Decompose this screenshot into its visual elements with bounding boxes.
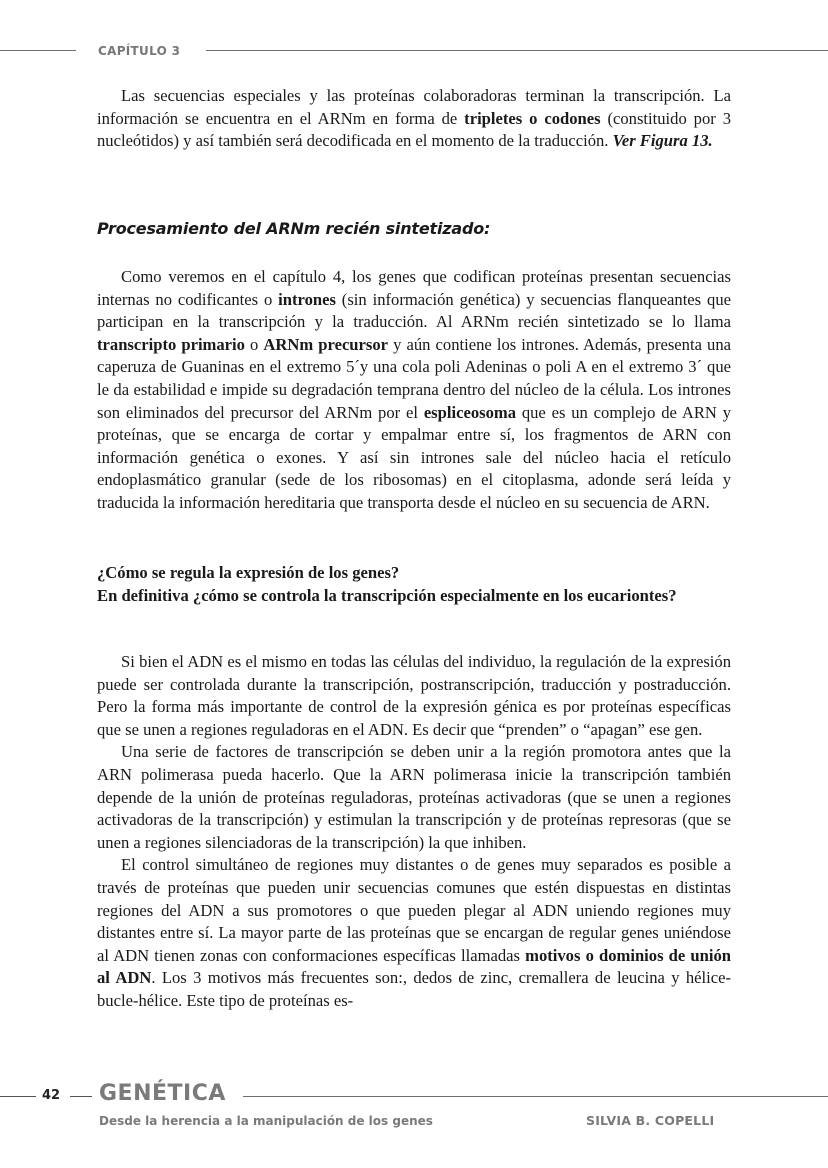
figure-reference[interactable]: Ver Figura 13. [612, 131, 713, 151]
text-run: que es un complejo de ARN y proteínas, que se encarga de cortar y empalmar entre sí, los fragmentos de ARN con información genética o exones. Y así sin intrones sale del núcleo hacia el retículo endoplasmático granular (sede de los ribosomas) en el citoplasma, adonde será leída y traducida la información hereditaria que transporta desde el núcleo en su secuencia de ARN. [97, 402, 731, 512]
text-run: El control simultáneo de regiones muy distantes o de genes muy separados es posible a través de proteínas que pueden unir secuencias comunes que estén dispuestas en distintas regiones del ADN a sus promotores o que pueden plegar al ADN uniendo regiones muy distantes entre sí. La mayor parte de las proteínas que se encargan de regular genes uniéndose al ADN tienen zonas con conformaciones específicas llamadas [97, 855, 731, 965]
running-header [0, 42, 828, 60]
question-heading-line-2: En definitiva ¿cómo se controla la transcripción especialmente en los eucariontes? [97, 585, 677, 605]
header-rule-right [206, 50, 828, 51]
book-title: GENÉTICA [99, 1081, 226, 1106]
paragraph: Si bien el ADN es el mismo en todas las células del individuo, la regulación de la expresión puede ser controlada durante la transcripción, postranscripción, traducción y postraducción. Pero la forma más importante de control de la expresión génica es por proteínas específicas que se unen a regiones reguladoras en el ADN. Es decir que “prenden” o “apagan” ese gen. [97, 652, 731, 739]
text-run: (constituido por 3 nucleótidos) y así también será decodificada en el momento de la traducción. [97, 108, 731, 151]
bold-term: espliceosoma [423, 402, 516, 422]
text-run: . Los 3 motivos más frecuentes son:, dedos de zinc, cremallera de leucina y hélice-bucle-hélice. Este tipo de proteínas es- [97, 968, 732, 1010]
section-title: Procesamiento del ARNm recién sintetizado: [97, 219, 491, 238]
question-heading [97, 562, 731, 607]
paragraph [97, 85, 731, 153]
bold-term: tripletes o codones [464, 108, 601, 128]
page-footer [0, 1082, 828, 1142]
intro-paragraph-block [97, 85, 731, 153]
paragraph [97, 266, 731, 515]
bold-term: motivos o dominios de unión al ADN [97, 945, 732, 988]
text-run: (sin información genética) y secuencias flanqueantes que participan en la transcripción y la traducción. Al ARNm recién sintetizado se lo llama [97, 289, 731, 332]
text-run: Como veremos en el capítulo 4, los genes que codifican proteínas presentan secuencias internas no codificantes o [97, 267, 731, 309]
paragraph [97, 854, 731, 1012]
author-name: SILVIA B. COPELLI [586, 1113, 715, 1128]
footer-rule-middle [70, 1096, 92, 1097]
bold-term: transcripto primario [97, 334, 245, 354]
page-number: 42 [42, 1088, 61, 1103]
paragraph: Una serie de factores de transcripción se deben unir a la región promotora antes que la ARN polimerasa pueda hacerlo. Que la ARN polimerasa inicie la transcripción también depende de la unión de proteínas reguladoras, proteínas activadoras (que se unen a regiones activadoras de la transcripción) y estimulan la transcripción y de proteínas represoras (que se unen a regiones silenciadoras de la transcripción) la que inhiben. [97, 742, 731, 852]
text-run: o [244, 334, 264, 354]
chapter-label: CAPÍTULO 3 [98, 44, 181, 58]
regulation-paragraph-block [97, 651, 731, 1013]
footer-rule-right [243, 1096, 828, 1097]
footer-rule-left [0, 1096, 36, 1097]
text-run: Las secuencias especiales y las proteínas colaboradoras terminan la transcripción. La información se encuentra en el ARNm en forma de [97, 86, 731, 128]
header-rule-left [0, 50, 76, 51]
processing-paragraph-block [97, 266, 731, 515]
question-heading-line-1: ¿Cómo se regula la expresión de los genes? [97, 563, 400, 582]
bold-term: intrones [278, 289, 336, 309]
bold-term: ARNm precursor [263, 334, 389, 354]
text-run: y aún contiene los intrones. Además, presenta una caperuza de Guaninas en el extremo 5´y una cola poli Adeninas o poli A en el extremo 3´ que le da estabilidad e impide su degradación temprana dentro del núcleo de la célula. Los intrones son eliminados del precursor del ARNm por el [97, 334, 731, 422]
book-subtitle: Desde la herencia a la manipulación de los genes [99, 1114, 433, 1128]
